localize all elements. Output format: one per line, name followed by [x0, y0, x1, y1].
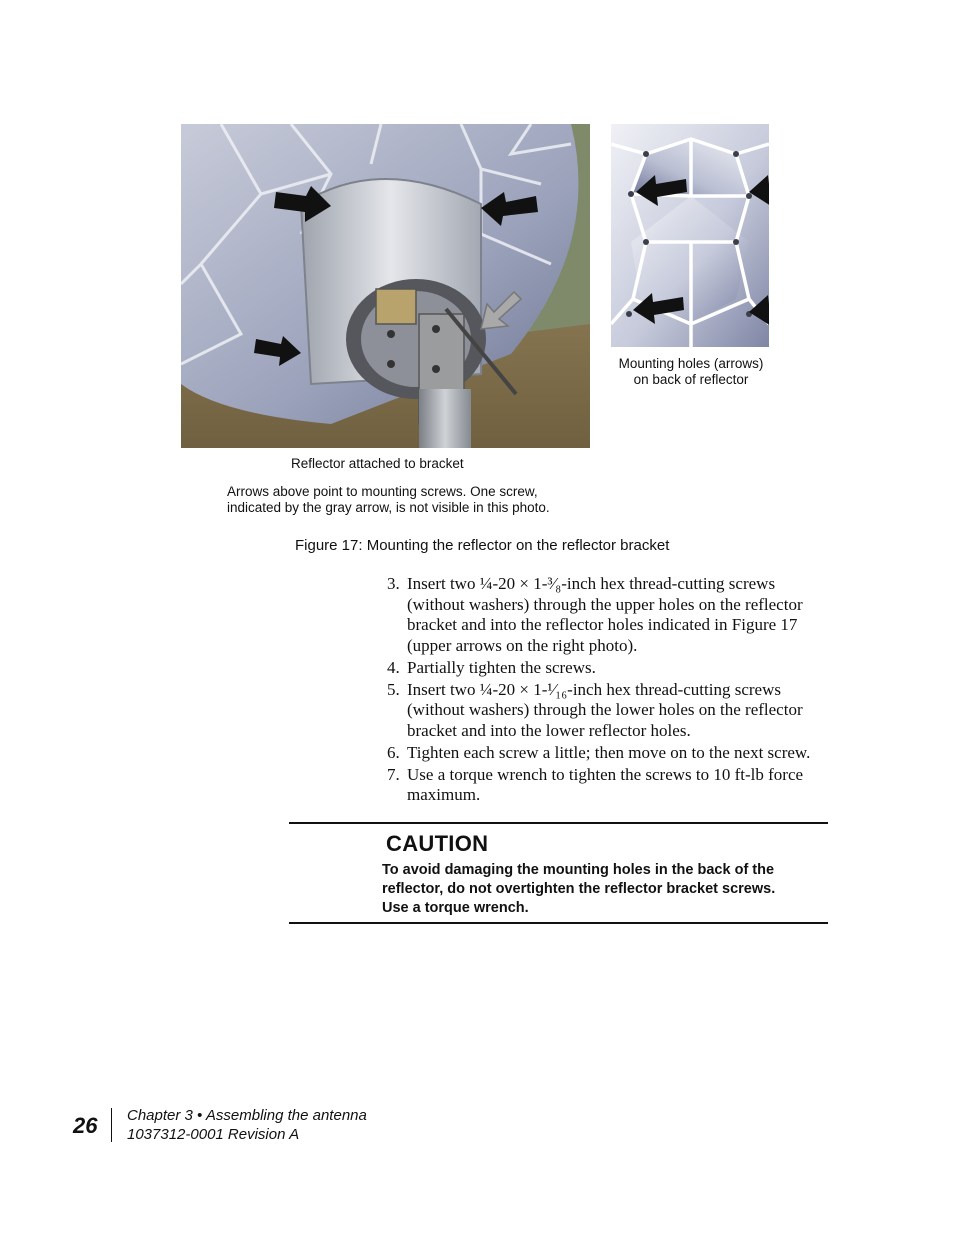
step-number: 3.	[387, 574, 400, 593]
caution-top-rule	[289, 822, 828, 824]
caution-line1: To avoid damaging the mounting holes in the back of the	[382, 862, 775, 878]
step-line: Insert two ¼-20 × 1-³⁄₈-inch hex thread-cutting screws	[407, 574, 776, 593]
mounting-holes-illustration	[611, 124, 769, 347]
reflector-bracket-illustration	[181, 124, 590, 448]
step-line: bracket and into the reflector holes indicated in Figure 17	[407, 615, 798, 634]
step-number: 7.	[387, 764, 400, 784]
caution-text	[382, 861, 828, 918]
step-item	[387, 574, 827, 656]
step-line: (without washers) through the upper holes on the reflector	[407, 594, 803, 614]
reflector-bracket-note-line1: Arrows above point to mounting screws. One screw,	[227, 484, 538, 499]
caution-line2: reflector, do not overtighten the reflector bracket screws.	[382, 881, 776, 897]
step-item	[387, 680, 827, 742]
step-number: 6.	[387, 742, 400, 762]
step-item	[387, 765, 827, 806]
mounting-holes-caption-line1: Mounting holes (arrows)	[618, 356, 764, 371]
step-line: (upper arrows on the right photo).	[407, 635, 638, 655]
mounting-holes-caption-line2: on back of reflector	[633, 372, 749, 387]
step-line: Insert two ¼-20 × 1-¹⁄₁₆-inch hex thread-cutting screws	[407, 679, 781, 699]
footer-chapter: Chapter 3 • Assembling the antenna	[127, 1107, 367, 1124]
caution-line3: Use a torque wrench.	[382, 900, 529, 916]
step-line: Tighten each screw a little; then move on to the next screw.	[407, 742, 811, 762]
step-item	[387, 658, 827, 679]
step-line: (without washers) through the lower holes on the reflector	[407, 700, 803, 719]
mounting-holes-caption	[611, 356, 771, 388]
step-line: Use a torque wrench to tighten the screws to 10 ft-lb force	[407, 764, 804, 784]
step-line: maximum.	[407, 785, 481, 804]
reflector-bracket-caption: Reflector attached to bracket	[291, 456, 464, 471]
step-item	[387, 743, 827, 764]
step-number: 4.	[387, 657, 400, 677]
reflector-bracket-note	[227, 484, 550, 516]
reflector-bracket-note-line2: indicated by the gray arrow, is not visible in this photo.	[227, 500, 550, 515]
step-number: 5.	[387, 679, 400, 699]
footer-text	[127, 1106, 367, 1144]
reflector-bracket-photo	[181, 124, 590, 448]
step-line: bracket and into the lower reflector holes.	[407, 720, 691, 740]
footer-doc-id: 1037312-0001 Revision A	[127, 1126, 300, 1143]
footer-divider	[111, 1108, 112, 1142]
page-number: 26	[73, 1113, 98, 1138]
caution-title: CAUTION	[386, 831, 489, 856]
mounting-holes-photo	[611, 124, 769, 347]
procedure-steps	[387, 574, 827, 807]
figure-caption: Figure 17: Mounting the reflector on the reflector bracket	[295, 537, 670, 554]
step-line: Partially tighten the screws.	[407, 657, 596, 677]
caution-bottom-rule	[289, 922, 828, 924]
